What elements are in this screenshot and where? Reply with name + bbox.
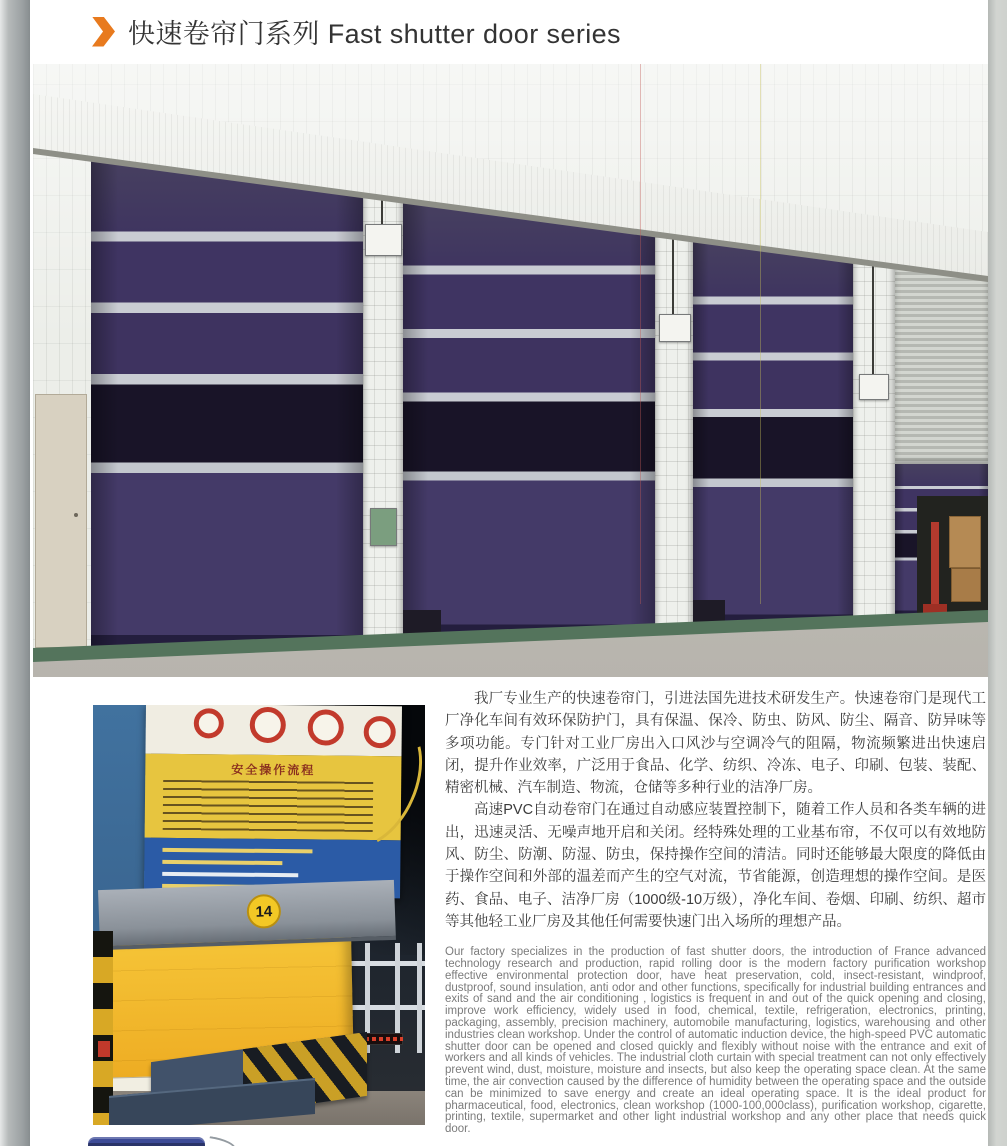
footer-section-tab — [88, 1137, 205, 1146]
contact-line — [162, 872, 298, 877]
door-number-badge: 14 — [246, 894, 281, 929]
push-button-box — [370, 508, 397, 546]
control-box — [659, 314, 691, 342]
rolling-shutter-partial — [895, 269, 988, 464]
pallet-jack-mast — [931, 522, 939, 608]
red-emergency-button — [98, 1041, 110, 1057]
prohibition-sign-icon — [194, 708, 224, 738]
orange-chevron-icon — [92, 17, 115, 47]
text-column — [445, 688, 986, 1136]
pillar-3 — [853, 236, 895, 632]
fence-rail — [351, 1005, 425, 1010]
pillar-2 — [655, 198, 693, 644]
control-box — [859, 374, 889, 400]
main-photo-factory-doors — [33, 64, 988, 677]
cardboard-box — [951, 568, 981, 602]
shutter-door-2 — [403, 202, 655, 640]
fence-post — [417, 943, 422, 1053]
fence-rail — [351, 961, 425, 966]
chinese-paragraph-2: 高速PVC自动卷帘门在通过自动感应装置控制下，随着工作人员和各类车辆的进出，迅速灵活、无噪声地开启和关闭。经特殊处理的工业基布帘，不仅可以有效地防风、防尘、防潮、防湿、防虫，保持操作空间的清洁。同时还能够最大限度的降低由于操作空间和外部的温差而产生的空气对流，节省能源，创造理想的操作空间。是医药、食品、电子、洁净厂房（1000级-10万级），净化车间、卷烟、印刷、纺织、超市等其他轻工业厂房及其他任何需要快速门出入场所的理想产品。 — [445, 802, 986, 930]
shutter-door-3 — [693, 240, 853, 628]
page-title-cn: 快速卷帘门系列 — [128, 19, 320, 49]
contact-line — [162, 848, 312, 854]
english-paragraph: Our factory specializes in the production of fast shutter doors, the introduction of France advanced technology research and production, rapid rolling door is the modern factory purification workshop effective environmental protection door, have heat preservation, cold, insect-resistant, windproof, dustproof, sound insulation, anti odor and other functions, specifically for industrial building entrances and exits of sand and the air conditioning , logistics is frequent in and out of the quick opening and closing, improve work efficiency, widely used in food, chemical, textile, refrigeration, electronics, printing, packaging, assembly, precision machinery, automobile manufacturing, logistics, warehousing and other industries clean workshop. Under the control of automatic induction device, the high-speed PVC automatic shutter door can be opened and closed quickly and flexibly without noise with the entrance and exit of workers and all kinds of vehicles. The industrial cloth curtain with special treatment can not only effectively prevent wind, dust, moisture, moisture and insects, but also keep the operating space clean. At the same time, the air convection caused by the difference of humidity between the operating space and the outside can be minimized to save energy and create an ideal operating space. It is the ideal product for pharmaceutical, food, electronics, clean workshop (1000-100,000class), purification workshop, cigarette, printing, textile, supermarket and other light industrial workshop and any other place that needs quick door. — [445, 946, 986, 1136]
chinese-paragraph-1: 我厂专业生产的快速卷帘门，引进法国先进技术研发生产。快速卷帘门是现代工厂净化车间有效环保防护门，具有保温、保冷、防虫、防风、防尘、隔音、防异味等多项功能。专门针对工业厂房出入口风沙与空调冷气的阻隔，物流频繁进出快速启闭，提升作业效率，广泛用于食品、化学、纺织、冷冻、电子、印刷、包装、装配、精密机械、汽车制造、物流，仓储等多种行业的洁净厂房。 — [445, 691, 986, 797]
scan-edge-left — [0, 0, 30, 1146]
pillar-1 — [363, 156, 403, 656]
prohibition-sign-icon — [308, 709, 344, 745]
signboard-title: 安全操作流程 — [231, 762, 316, 778]
control-box — [365, 224, 402, 256]
cardboard-boxes — [949, 516, 981, 568]
small-photo-yellow-door — [93, 705, 425, 1125]
personnel-door — [35, 394, 87, 648]
scan-artifact-line — [640, 64, 641, 604]
contact-line — [162, 860, 282, 865]
scan-edge-right — [988, 0, 1007, 1146]
prohibition-sign-icon — [250, 707, 286, 743]
page-title — [128, 12, 621, 51]
door-header-beam — [98, 880, 396, 950]
page-title-en: Fast shutter door series — [327, 19, 621, 49]
scan-artifact-line — [760, 64, 761, 604]
footer-swoosh-icon — [208, 1136, 237, 1146]
shutter-door-1 — [91, 160, 363, 652]
page-header — [92, 12, 621, 51]
